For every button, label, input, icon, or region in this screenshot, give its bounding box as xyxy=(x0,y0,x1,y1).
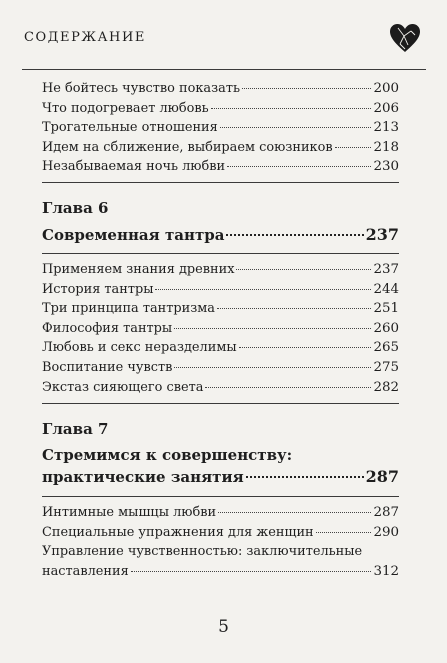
dot-leader xyxy=(205,387,371,388)
page-number: 5 xyxy=(218,617,229,637)
top-rule xyxy=(22,69,426,70)
toc-entry[interactable]: Экстаз сияющего света 282 xyxy=(42,379,399,395)
dot-leader xyxy=(239,347,372,348)
dot-leader xyxy=(131,571,372,572)
chapter-title-entry[interactable]: Стремимся к совершенству: практические занятия 287 xyxy=(42,446,399,487)
section-divider xyxy=(42,403,399,404)
toc-section-continued xyxy=(42,79,399,177)
toc-entry[interactable]: Применяем знания древних 237 xyxy=(42,261,399,277)
chapter-divider xyxy=(42,496,399,497)
toc-entry[interactable]: Любовь и секс неразделимы 265 xyxy=(42,340,399,356)
toc-chapter-7 xyxy=(42,409,399,581)
dot-leader xyxy=(174,328,371,329)
chapter-divider xyxy=(42,253,399,254)
toc-entry[interactable]: Не бойтесь чувство показать 200 xyxy=(42,81,399,96)
toc-entry[interactable]: Незабываемая ночь любви 230 xyxy=(42,159,399,175)
dot-leader xyxy=(226,234,363,236)
toc-chapter-6 xyxy=(42,188,399,397)
toc-entry[interactable]: История тантры 244 xyxy=(42,281,399,297)
dot-leader xyxy=(174,367,371,368)
dot-leader xyxy=(155,289,371,290)
heart-icon xyxy=(388,22,422,54)
chapter-label: Глава 7 xyxy=(42,420,109,439)
dot-leader xyxy=(242,88,371,89)
running-head: СОДЕРЖАНИЕ xyxy=(24,30,147,45)
toc-entry[interactable]: Идем на сближение, выбираем союзников 218 xyxy=(42,139,399,155)
dot-leader xyxy=(246,476,364,478)
dot-leader xyxy=(218,512,371,513)
table-of-contents xyxy=(42,79,399,582)
dot-leader xyxy=(335,147,372,148)
dot-leader xyxy=(236,269,371,270)
dot-leader xyxy=(220,127,372,128)
dot-leader xyxy=(227,166,371,167)
section-divider xyxy=(42,182,399,183)
dot-leader xyxy=(217,308,371,309)
toc-entry[interactable]: Интимные мышцы любви 287 xyxy=(42,505,399,521)
toc-entry[interactable]: Воспитание чувств 275 xyxy=(42,359,399,375)
chapter-label: Глава 6 xyxy=(42,198,109,217)
dot-leader xyxy=(211,108,372,109)
toc-entry[interactable]: Что подогревает любовь 206 xyxy=(42,100,399,116)
toc-entry[interactable]: Философия тантры 260 xyxy=(42,320,399,336)
toc-entry[interactable]: Специальные упражнения для женщин 290 xyxy=(42,524,399,540)
toc-entry[interactable]: Три принципа тантризма 251 xyxy=(42,301,399,317)
chapter-title-entry[interactable]: Современная тантра 237 xyxy=(42,224,399,244)
toc-entry[interactable]: Управление чувственностью: заключительные наставления 312 xyxy=(42,544,399,579)
toc-entry[interactable]: Трогательные отношения 213 xyxy=(42,120,399,136)
dot-leader xyxy=(316,532,372,533)
